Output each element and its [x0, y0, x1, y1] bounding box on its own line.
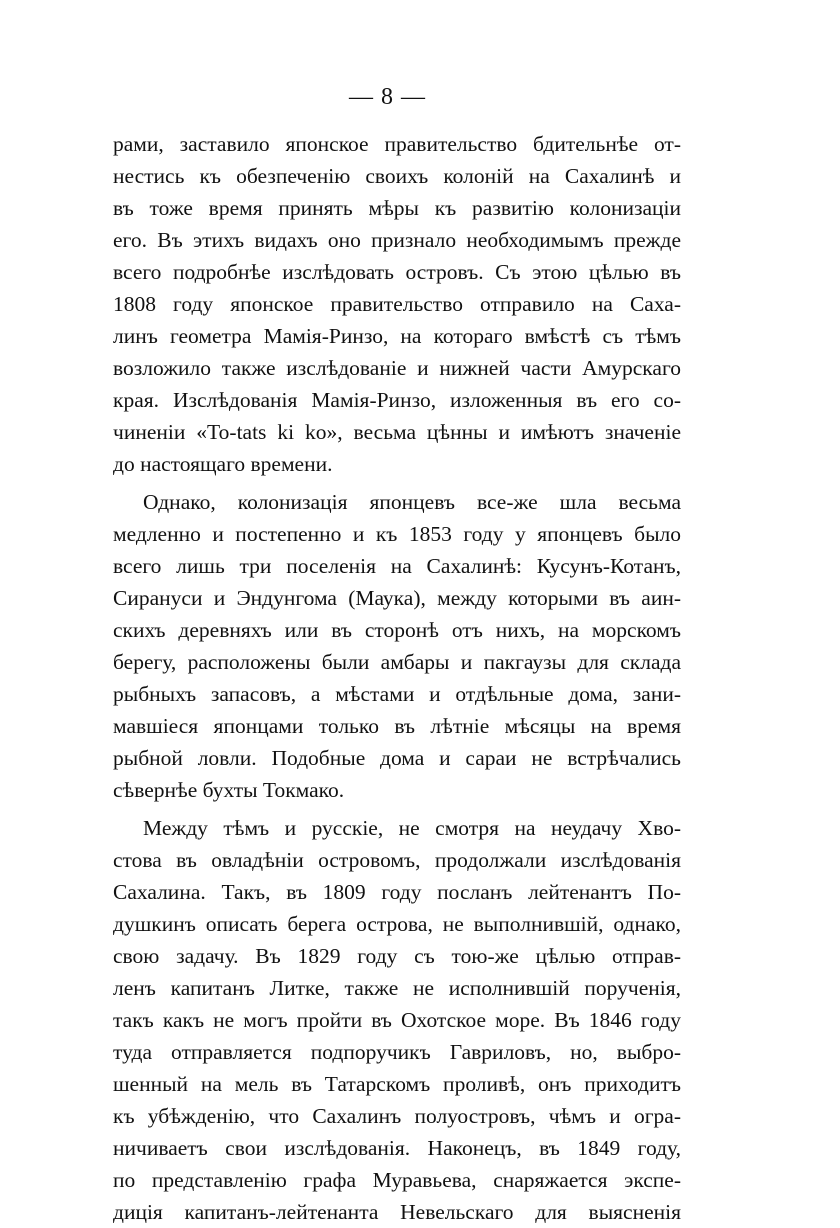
text-line: диція капитанъ-лейтенанта Невельскаго для выясненія	[113, 1200, 681, 1224]
text-line: Сирануси и Эндунгома (Маука), между которыми въ аин-	[113, 586, 681, 610]
text-line: сѣвернѣе бухты Токмако.	[113, 778, 345, 802]
text-line: Между тѣмъ и русскіе, не смотря на неудачу Хво-	[143, 816, 681, 840]
text-line: всего подробнѣе изслѣдовать островъ. Съ этою цѣлью въ	[113, 260, 681, 284]
text-line: чиненіи «To-tats ki ko», весьма цѣнны и имѣютъ значеніе	[113, 420, 681, 444]
text-line: ничиваетъ свои изслѣдованія. Наконецъ, въ 1849 году,	[113, 1136, 681, 1160]
text-line: его. Въ этихъ видахъ оно признало необходимымъ прежде	[113, 228, 681, 252]
text-line: ленъ капитанъ Литке, также не исполнившій порученія,	[113, 976, 681, 1000]
text-line: нестись къ обезпеченію своихъ колоній на Сахалинѣ и	[113, 164, 681, 188]
text-line: рыбной ловли. Подобные дома и сараи не встрѣчались	[113, 746, 681, 770]
text-line: мавшіеся японцами только въ лѣтніе мѣсяцы на время	[113, 714, 681, 738]
text-line: шенный на мель въ Татарскомъ проливѣ, онъ приходитъ	[113, 1072, 681, 1096]
text-line: до настоящаго времени.	[113, 452, 333, 476]
text-line: къ убѣжденію, что Сахалинъ полуостровъ, чѣмъ и огра-	[113, 1104, 681, 1128]
text-line: Однако, колонизація японцевъ все-же шла весьма	[143, 490, 681, 514]
text-line: возложило также изслѣдованіе и нижней части Амурскаго	[113, 356, 681, 380]
text-line: всего лишь три поселенія на Сахалинѣ: Кусунъ-Котанъ,	[113, 554, 681, 578]
text-line: 1808 году японское правительство отправило на Саха-	[113, 292, 681, 316]
text-line: стова въ овладѣніи островомъ, продолжали изслѣдованія	[113, 848, 681, 872]
body-text	[113, 128, 681, 1228]
text-line: рыбныхъ запасовъ, а мѣстами и отдѣльные дома, зани-	[113, 682, 681, 706]
text-line: скихъ деревняхъ или въ сторонѣ отъ нихъ, на морскомъ	[113, 618, 681, 642]
text-line: такъ какъ не могъ пройти въ Охотское море. Въ 1846 году	[113, 1008, 681, 1032]
page-number: — 8 —	[349, 84, 426, 110]
text-line: рами, заставило японское правительство бдительнѣе от-	[113, 132, 681, 156]
paragraph-3	[113, 812, 681, 1228]
text-line: медленно и постепенно и къ 1853 году у японцевъ было	[113, 522, 681, 546]
text-line: свою задачу. Въ 1829 году съ тою-же цѣлью отправ-	[113, 944, 681, 968]
text-line: туда отправляется подпоручикъ Гавриловъ, но, выбро-	[113, 1040, 681, 1064]
text-line: въ тоже время принять мѣры къ развитію колонизаціи	[113, 196, 681, 220]
text-line: по представленію графа Муравьева, снаряжается экспе-	[113, 1168, 681, 1192]
text-line: душкинъ описать берега острова, не выполнившій, однако,	[113, 912, 681, 936]
text-line: берегу, расположены были амбары и пакгаузы для склада	[113, 650, 681, 674]
paragraph-2	[113, 486, 681, 806]
text-line: Сахалина. Такъ, въ 1809 году посланъ лейтенантъ По-	[113, 880, 681, 904]
text-line: края. Изслѣдованія Мамія-Ринзо, изложенныя въ его со-	[113, 388, 681, 412]
paragraph-1	[113, 128, 681, 480]
text-line: линъ геометра Мамія-Ринзо, на котораго вмѣстѣ съ тѣмъ	[113, 324, 681, 348]
